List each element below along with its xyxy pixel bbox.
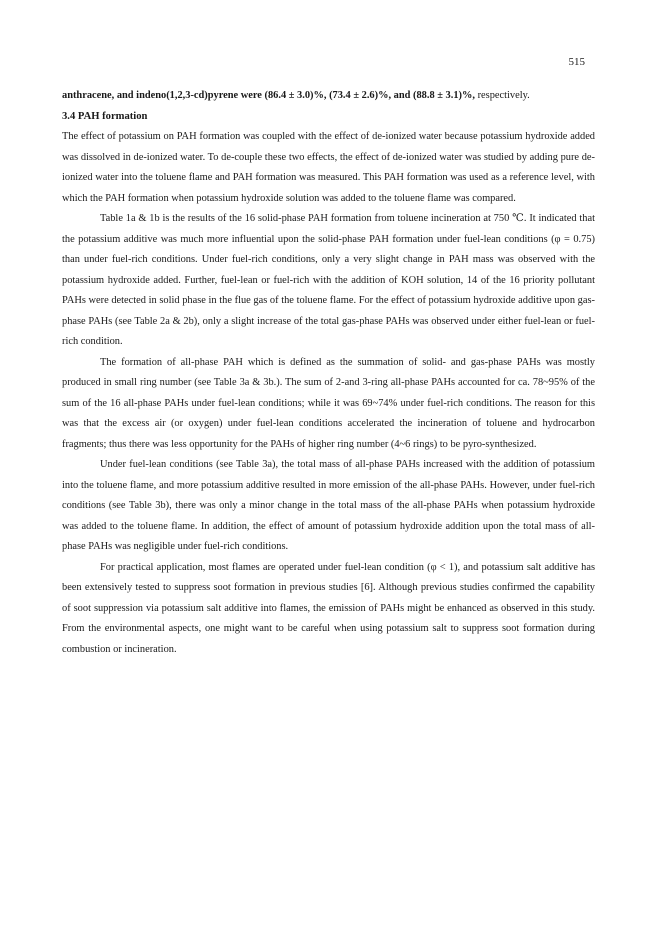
lead-rest-text: respectively. bbox=[475, 90, 530, 101]
section-heading: 3.4 PAH formation bbox=[62, 110, 148, 122]
paragraph-1: The effect of potassium on PAH formation was coupled with the effect of de-ionized water because potassium hydroxide added was dissolved in de-ionized water. To de-couple these two effects, the effect of de-ionized water was studied by adding pure de-ionized water into the toluene flame and PAH formation was measured. This PAH formation was used as a reference level, with which the PAH formation when potassium hydroxide solution was added to the toluene flame was compared. bbox=[62, 131, 595, 204]
paragraph-5: For practical application, most flames are operated under fuel-lean condition (φ < 1), and potassium salt additive has been extensively tested to suppress soot formation in previous studies [6]. Although previous studies confirmed the capability of soot suppression via potassium salt additive into flames, the emission of PAHs might be enhanced as observed in this study. From the environmental aspects, one might want to be careful when using potassium salt to suppress soot formation during combustion or incineration. bbox=[62, 561, 595, 655]
page-body bbox=[62, 86, 595, 660]
page-number: 515 bbox=[568, 56, 585, 68]
lead-paragraph bbox=[62, 86, 595, 107]
lead-bold-text: anthracene, and indeno(1,2,3-cd)pyrene were (86.4 ± 3.0)%, (73.4 ± 2.6)%, and (88.8 ± 3.1)%, bbox=[62, 90, 475, 101]
paragraph-2: Table 1a & 1b is the results of the 16 solid-phase PAH formation from toluene incineration at 750 ℃. It indicated that the potassium additive was much more influential upon the solid-phase PAH formation under fuel-lean conditions (φ = 0.75) than under fuel-rich conditions. Under fuel-rich conditions, only a very slight change in PAH mass was observed with the potassium hydroxide added. Further, fuel-lean or fuel-rich with the addition of KOH solution, 14 of the 16 priority pollutant PAHs were detected in solid phase in the flue gas of the toluene flame. For the effect of potassium hydroxide additive upon gas-phase PAHs (see Table 2a & 2b), only a slight increase of the total gas-phase PAHs was observed under either fuel-lean or fuel-rich condition. bbox=[62, 213, 595, 347]
paragraph-3: The formation of all-phase PAH which is defined as the summation of solid- and gas-phase PAHs was mostly produced in small ring number (see Table 3a & 3b.). The sum of 2-and 3-ring all-phase PAHs accounted for ca. 78~95% of the sum of the 16 all-phase PAHs under fuel-lean conditions; while it was 69~74% under fuel-rich conditions. The reason for this was that the excess air (or oxygen) under fuel-lean conditions accelerated the incineration of toluene and hydrocarbon fragments; thus there was less opportunity for the PAHs of higher ring number (4~6 rings) to be pyro-synthesized. bbox=[62, 356, 595, 450]
paragraph-4: Under fuel-lean conditions (see Table 3a), the total mass of all-phase PAHs increased with the addition of potassium into the toluene flame, and more potassium additive resulted in more emission of the all-phase PAHs. However, under fuel-rich conditions (see Table 3b), there was only a minor change in the total mass of the all-phase PAHs when potassium hydroxide was added to the toluene flame. In addition, the effect of amount of potassium hydroxide addition upon the total mass of all-phase PAHs was negligible under fuel-rich conditions. bbox=[62, 459, 595, 552]
